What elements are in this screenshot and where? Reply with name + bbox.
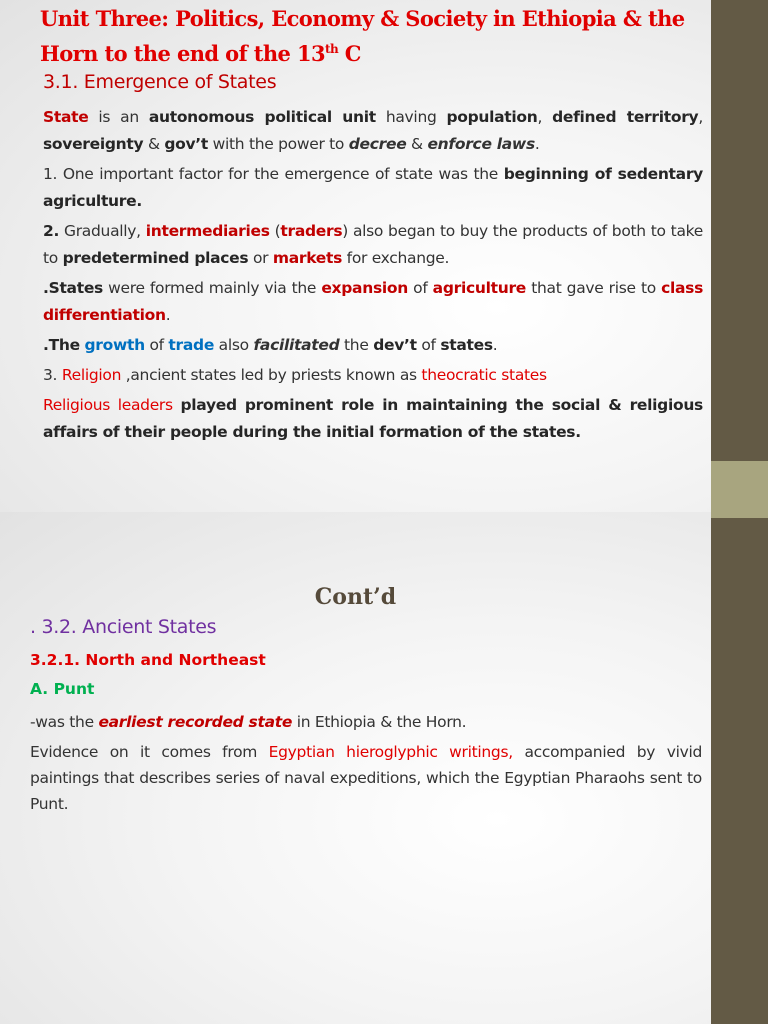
section-heading-3-1: 3.1. Emergence of States <box>43 71 277 93</box>
term-expansion: expansion <box>321 279 408 297</box>
text: of <box>144 336 169 354</box>
text: ,ancient states led by priests known as <box>121 366 422 384</box>
punt-line-1 <box>30 709 702 735</box>
slide-emergence-of-states <box>0 0 711 512</box>
text: Evidence on it comes from <box>30 743 269 761</box>
religious-role-text: played prominent role in maintaining the social & religious affairs of their people during the initial formation of the states. <box>43 396 703 441</box>
text: with the power to <box>208 135 349 153</box>
text: in Ethiopia & the Horn. <box>292 713 467 731</box>
title-superscript: th <box>325 42 339 56</box>
punt-heading: A. Punt <box>30 680 95 698</box>
text: of <box>416 336 441 354</box>
text: 1. One important factor for the emergence of state was the <box>43 165 504 183</box>
religious-leaders-point <box>43 392 703 446</box>
text: . <box>492 336 498 354</box>
section-heading-3-2: . 3.2. Ancient States <box>30 616 217 638</box>
term-growth: growth <box>84 336 145 354</box>
term-decree: decree <box>348 135 407 153</box>
text: Gradually, <box>59 222 146 240</box>
text: ) also began to buy the products of both to take to <box>43 222 704 267</box>
slide-ancient-states <box>0 512 711 1024</box>
term-sedentary-agriculture: beginning of sedentary agriculture. <box>43 165 703 210</box>
text: . <box>534 135 540 153</box>
term-religious-leaders: Religious leaders <box>43 396 173 414</box>
text: , <box>698 108 703 126</box>
text: . <box>165 306 171 324</box>
slide-title <box>40 3 700 69</box>
term-autonomous: autonomous political unit <box>148 108 376 126</box>
text: , <box>537 108 553 126</box>
point-number: 2. <box>43 222 60 240</box>
term-religion: Religion <box>61 366 122 384</box>
point-states <box>43 275 703 329</box>
term-trade: trade <box>168 336 215 354</box>
decorative-sidebar-top <box>711 0 768 461</box>
term-facilitated: facilitated <box>253 336 340 354</box>
term-traders: traders <box>280 222 343 240</box>
text: also <box>214 336 254 354</box>
term-earliest-recorded-state: earliest recorded state <box>98 713 293 731</box>
text: & <box>143 135 165 153</box>
term-territory: defined territory <box>552 108 699 126</box>
subheading-3-2-1: 3.2.1. North and Northeast <box>30 651 266 669</box>
text: of <box>407 279 433 297</box>
term-predetermined-places: predetermined places <box>62 249 249 267</box>
decorative-sidebar-bottom <box>711 518 768 1024</box>
point-2 <box>43 218 703 272</box>
text: having <box>375 108 447 126</box>
text: & <box>406 135 428 153</box>
point-trade <box>43 332 703 359</box>
punt-line-2 <box>30 739 702 817</box>
term-class-differentiation: class differentiation <box>43 279 703 324</box>
text: is an <box>88 108 149 126</box>
title-end: C <box>338 41 361 66</box>
point-1 <box>43 161 703 215</box>
text: that gave rise to <box>526 279 662 297</box>
state-definition <box>43 104 703 158</box>
point-3 <box>43 362 703 389</box>
term-govt: gov’t <box>164 135 209 153</box>
text: .The <box>43 336 80 354</box>
title-text: Unit Three: Politics, Economy & Society in Ethiopia & the Horn to the end of the 13 <box>40 6 685 66</box>
text: were formed mainly via the <box>102 279 322 297</box>
text: ( <box>269 222 281 240</box>
term-markets: markets <box>272 249 343 267</box>
text: accompanied by vivid paintings that describes series of naval expeditions, which the Egyptian Pharaohs sent to Punt. <box>30 743 702 813</box>
term-states: .States <box>43 279 103 297</box>
text: or <box>248 249 273 267</box>
slide1-body <box>43 104 703 449</box>
term-devt: dev’t <box>373 336 417 354</box>
contd-title: Cont’d <box>314 584 397 610</box>
text: for exchange. <box>342 249 450 267</box>
term-theocratic-states: theocratic states <box>421 366 547 384</box>
term-agriculture: agriculture <box>432 279 527 297</box>
term-states: states <box>440 336 493 354</box>
text: -was the <box>30 713 99 731</box>
term-egyptian-hieroglyphic-writings: Egyptian hieroglyphic writings, <box>268 743 513 761</box>
slide2-body <box>30 709 702 821</box>
term-sovereignty: sovereignty <box>43 135 144 153</box>
term-population: population <box>446 108 538 126</box>
term-intermediaries: intermediaries <box>145 222 270 240</box>
text: the <box>339 336 374 354</box>
term-enforce-laws: enforce laws <box>427 135 535 153</box>
decorative-sidebar-accent <box>711 461 768 518</box>
text: 3. <box>43 366 62 384</box>
term-state: State <box>43 108 89 126</box>
